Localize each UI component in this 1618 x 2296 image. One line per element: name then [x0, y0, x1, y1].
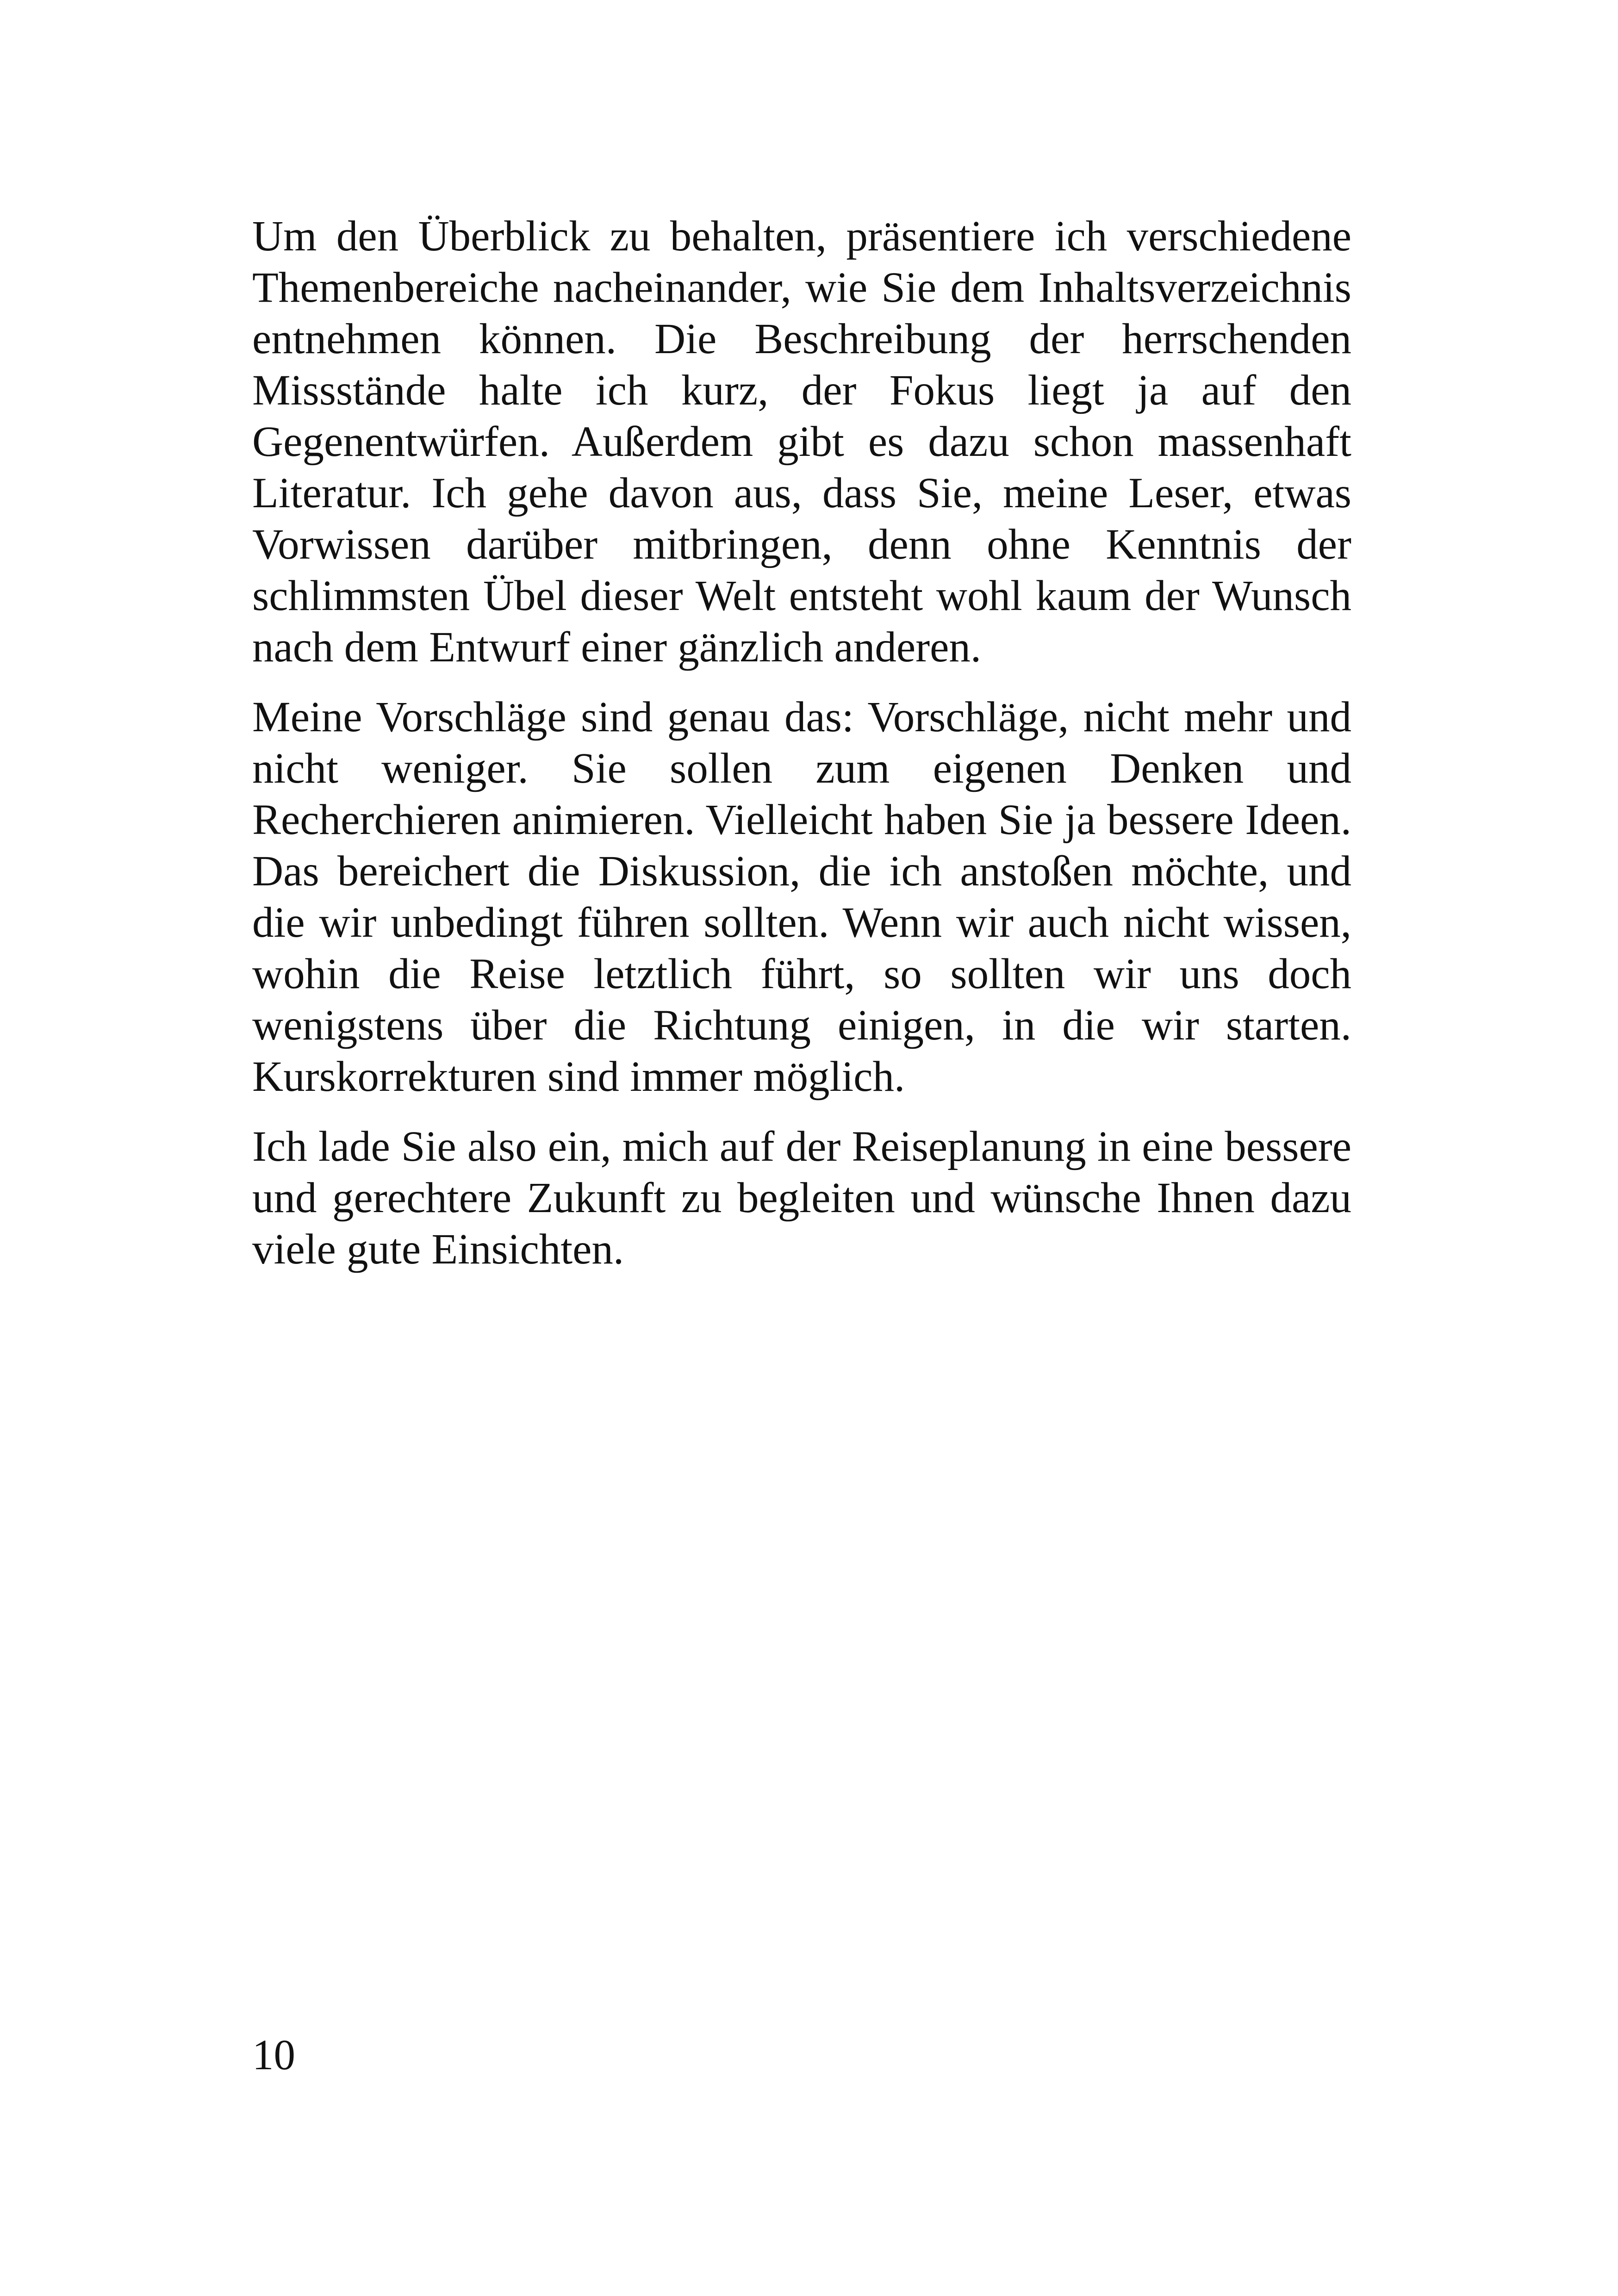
paragraph-proposals: Meine Vorschläge sind genau das: Vorschläge, nicht mehr und nicht weniger. Sie sollen zum eigenen Denken und Recherchieren animieren. Vielleicht haben Sie ja bessere Ideen. Das bereichert die Diskussion, die ich anstoßen möchte, und die wir unbedingt führen sollten. Wenn wir auch nicht wissen, wohin die Reise letztlich führt, so sollten wir uns doch wenigstens über die Richtung einigen, in die wir starten. Kurskorrekturen sind immer möglich.	[252, 693, 1351, 1101]
paragraph-overview: Um den Überblick zu behalten, präsentiere ich verschiedene Themenbereiche nacheinander, wie Sie dem Inhaltsverzeichnis entnehmen können. Die Beschreibung der herrschenden Missstände halte ich kurz, der Fokus liegt ja auf den Gegenentwürfen. Außerdem gibt es dazu schon massenhaft Literatur. Ich gehe davon aus, dass Sie, meine Leser, etwas Vorwissen darüber mitbringen, denn ohne Kenntnis der schlimmsten Übel dieser Welt entsteht wohl kaum der Wunsch nach dem Entwurf einer gänzlich anderen.	[252, 212, 1351, 671]
page-number: 10	[252, 2031, 295, 2079]
paragraph-invitation: Ich lade Sie also ein, mich auf der Reiseplanung in eine bessere und gerechtere Zukunft zu begleiten und wünsche Ihnen dazu viele gute Einsichten.	[252, 1123, 1351, 1273]
body-text	[252, 211, 1351, 1294]
